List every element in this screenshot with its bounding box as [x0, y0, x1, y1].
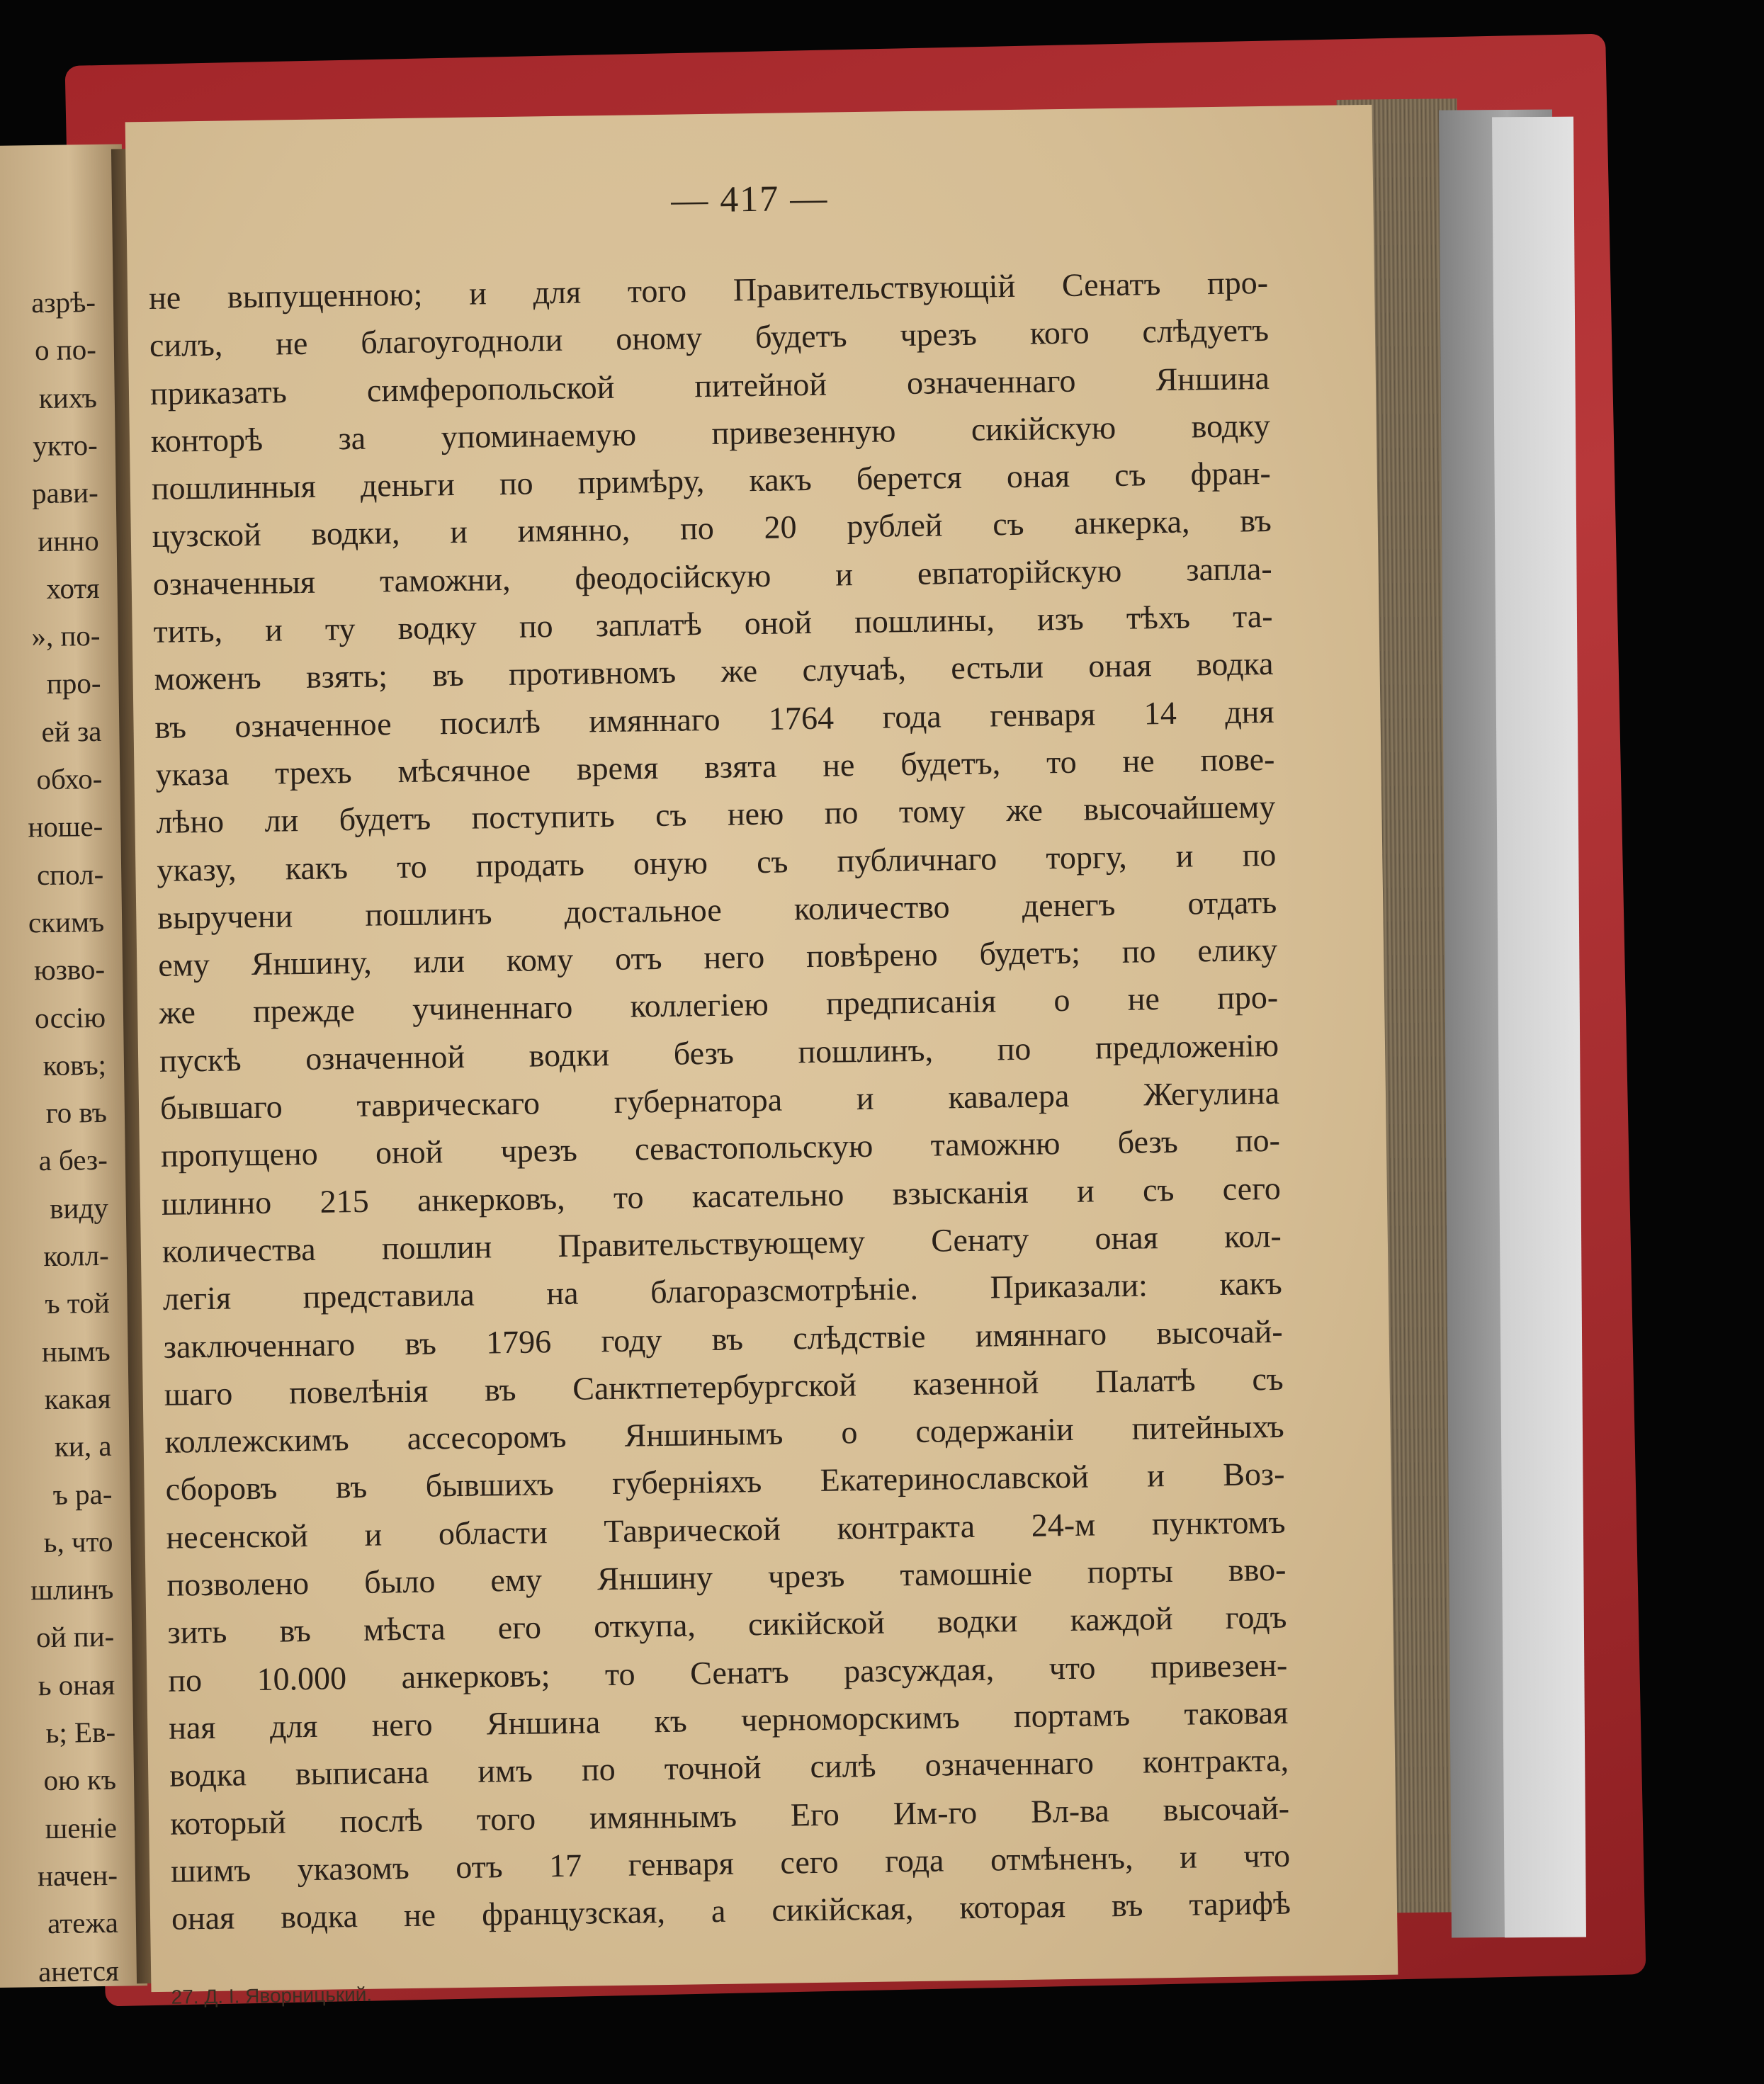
left-page-line: ой пи-	[35, 1620, 115, 1654]
left-page-line: виду	[49, 1191, 109, 1225]
left-page-line: ки, а	[54, 1429, 112, 1463]
text-line: не выпущенною; и для того Правительствующій Сенатъ про-	[148, 264, 1269, 316]
left-page-line: какая	[44, 1381, 111, 1415]
text-line: водка выписана имъ по точной силѣ означеннаго контракта,	[169, 1741, 1289, 1794]
left-page-line: ь, что	[43, 1524, 113, 1558]
left-page-line: оссію	[34, 1000, 106, 1034]
left-page-line: шлинъ	[30, 1572, 114, 1607]
white-endpaper	[1492, 117, 1586, 1938]
text-line: моженъ взять; въ противномъ же случаѣ, естьли оная водка	[154, 645, 1274, 698]
text-line: конторѣ за упоминаемую привезенную сикійскую водку	[150, 407, 1271, 459]
left-page-line: ъ ра-	[52, 1477, 113, 1511]
body-text	[149, 259, 1291, 1942]
text-line: легія представила на благоразсмотрѣніе. Приказали: какъ	[162, 1265, 1283, 1318]
text-line: оная водка не французская, а сикійская, которая въ тарифѣ	[171, 1884, 1291, 1937]
text-line: ему Яншину, или кому отъ него повѣрено будетъ; по елику	[157, 931, 1278, 984]
text-line: шлинно 215 анкерковъ, то касательно взысканія и съ сего	[161, 1170, 1282, 1222]
left-page-line: азрѣ-	[30, 285, 96, 319]
left-page-line: ою къ	[43, 1763, 117, 1797]
left-page-line: ь; Ев-	[45, 1715, 116, 1750]
left-page-line: хотя	[46, 571, 100, 605]
left-page-line: шеніе	[45, 1811, 118, 1845]
printer-signature: 27. Д. І. Яворницький.	[171, 1983, 373, 2008]
left-page-line: ковъ;	[43, 1048, 107, 1082]
left-page-line: скимъ	[28, 905, 105, 939]
text-line: тить, и ту водку по заплатѣ оной пошлины, изъ тѣхъ та-	[153, 597, 1273, 650]
left-page-line: », по-	[31, 618, 101, 653]
text-line: силъ, не благоугодноли оному будетъ чрезъ кого слѣдуетъ	[149, 312, 1270, 364]
left-page-line: спол-	[36, 857, 104, 891]
left-page-line: укто-	[33, 428, 98, 463]
left-page-line: обхо-	[36, 761, 103, 796]
left-page-line: атежа	[47, 1905, 119, 1940]
left-page-line: начен-	[37, 1858, 118, 1893]
left-page-line: анется	[38, 1954, 120, 1988]
text-line: пошлинныя деньги по примѣру, какъ берется оная съ фран-	[151, 455, 1272, 507]
text-line: заключеннаго въ 1796 году въ слѣдствіе имяннаго высочай-	[163, 1313, 1283, 1365]
text-line: означенныя таможни, феодосійскую и евпаторійскую запла-	[152, 550, 1272, 602]
text-line: по 10.000 анкерковъ; то Сенатъ разсуждая, что привезен-	[168, 1646, 1288, 1699]
left-page-line: рави-	[31, 476, 99, 510]
text-line: который послѣ того имяннымъ Его Им-го Вл-ва высочай-	[169, 1789, 1290, 1842]
text-line: лѣно ли будетъ поступить съ нею по тому же высочайшему	[156, 788, 1276, 841]
text-line: коллежскимъ ассесоромъ Яншинымъ о содержаніи питейныхъ	[164, 1408, 1284, 1460]
text-line: указа трехъ мѣсячное время взята не будетъ, то не пове-	[155, 740, 1275, 793]
text-line: сборовъ въ бывшихъ губерніяхъ Екатеринославской и Воз-	[165, 1456, 1285, 1508]
left-page-line: о по-	[34, 333, 97, 367]
text-line: количества пошлин Правительствующему Сенату оная кол-	[162, 1217, 1282, 1269]
text-line: зить въ мѣста его откупа, сикійской водки каждой годъ	[167, 1599, 1287, 1651]
left-page-line: кихъ	[38, 380, 98, 414]
left-page-line: го въ	[45, 1095, 108, 1130]
left-page-line: а без-	[38, 1143, 108, 1177]
text-line: пропущено оной чрезъ севастопольскую таможню безъ по-	[160, 1122, 1281, 1174]
text-line: шаго повелѣнія въ Санктпетербургской казенной Палатѣ съ	[164, 1360, 1284, 1412]
text-line: пускѣ означенной водки безъ пошлинъ, по предложенію	[159, 1026, 1279, 1079]
left-page-line: юзво-	[33, 953, 106, 987]
text-line: позволено было ему Яншину чрезъ тамошніе порты вво-	[166, 1551, 1287, 1603]
text-line: несенской и области Таврической контракта 24-м пунктомъ	[166, 1503, 1286, 1556]
left-page-line: ь оная	[38, 1667, 115, 1701]
left-page-line: нымъ	[41, 1334, 111, 1368]
left-page-line: инно	[37, 523, 99, 557]
text-line: выручени пошлинъ достальное количество денегъ отдать	[157, 883, 1277, 936]
page-number: — 417 —	[670, 178, 829, 221]
left-page-line: ей за	[41, 714, 102, 748]
left-page-line: колл-	[43, 1238, 110, 1273]
text-line: въ означенное посилѣ имяннаго 1764 года генваря 14 дня	[154, 693, 1274, 745]
text-line: же прежде учиненнаго коллегіею предписанія о не про-	[158, 979, 1279, 1031]
left-page-line: про-	[46, 667, 101, 701]
text-line: приказать симферопольской питейной означеннаго Яншина	[149, 359, 1270, 412]
text-line: ная для него Яншина къ черноморскимъ портамъ таковая	[168, 1694, 1289, 1746]
text-line: шимъ указомъ отъ 17 генваря сего года отмѣненъ, и что	[170, 1837, 1291, 1889]
right-page	[125, 105, 1398, 2008]
left-page-line: ъ той	[45, 1286, 110, 1320]
text-line: цузской водки, и имянно, по 20 рублей съ анкерка, въ	[152, 502, 1272, 555]
text-line: указу, какъ то продать оную съ публичнаго торгу, и по	[157, 836, 1277, 888]
left-page-line: ноше-	[28, 810, 103, 844]
text-line: бывшаго таврическаго губернатора и кавалера Жегулина	[159, 1074, 1280, 1126]
